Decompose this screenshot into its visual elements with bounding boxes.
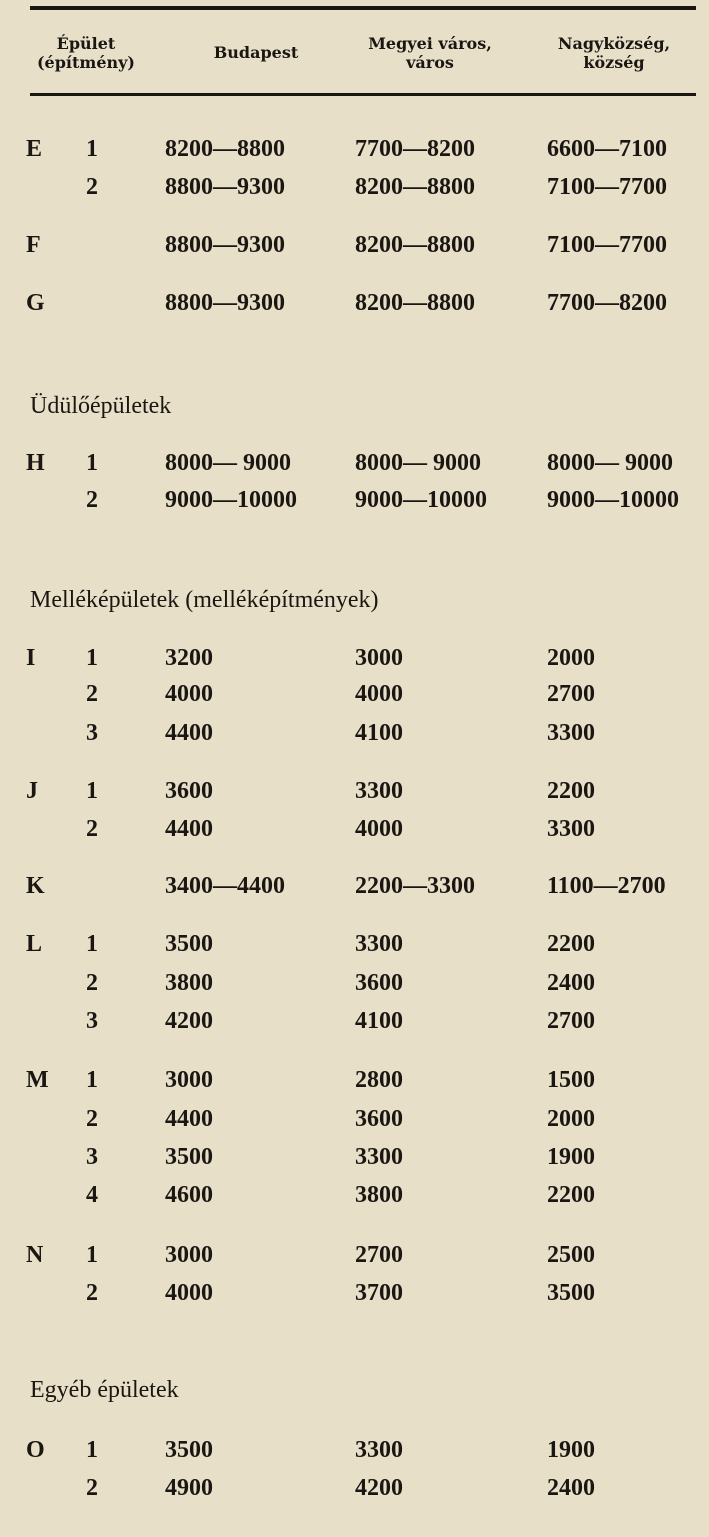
cell-budapest: 8200—8800 <box>165 136 285 162</box>
row-letter: L <box>26 931 43 957</box>
cell-budapest: 3500 <box>165 1144 213 1170</box>
cell-budapest: 8000— 9000 <box>165 450 291 476</box>
cell-village: 2700 <box>547 1008 595 1034</box>
cell-city: 4100 <box>355 720 403 746</box>
cell-city: 9000—10000 <box>355 487 487 513</box>
cell-city: 3300 <box>355 1437 403 1463</box>
row-number: 2 <box>86 970 98 996</box>
cell-city: 3600 <box>355 1106 403 1132</box>
row-letter: G <box>26 290 45 316</box>
cell-village: 1500 <box>547 1067 595 1093</box>
header-bottom-rule <box>30 93 696 96</box>
cell-city: 3300 <box>355 778 403 804</box>
header-budapest-label: Budapest <box>213 43 299 62</box>
row-number: 2 <box>86 174 98 200</box>
row-number: 2 <box>86 1106 98 1132</box>
row-number: 1 <box>86 645 98 671</box>
cell-village: 6600—7100 <box>547 136 667 162</box>
cell-city: 3800 <box>355 1182 403 1208</box>
cell-city: 8200—8800 <box>355 290 475 316</box>
cell-village: 2700 <box>547 681 595 707</box>
header-village <box>532 34 696 72</box>
header-building <box>22 34 150 72</box>
cell-budapest: 4400 <box>165 816 213 842</box>
cell-city: 8200—8800 <box>355 174 475 200</box>
cell-village: 2200 <box>547 778 595 804</box>
cell-budapest: 3000 <box>165 1242 213 1268</box>
row-letter: O <box>26 1437 45 1463</box>
cell-budapest: 4400 <box>165 1106 213 1132</box>
row-number: 3 <box>86 720 98 746</box>
cell-city: 3300 <box>355 931 403 957</box>
cell-budapest: 3600 <box>165 778 213 804</box>
cell-budapest: 3000 <box>165 1067 213 1093</box>
cell-budapest: 3500 <box>165 931 213 957</box>
cell-village: 2000 <box>547 645 595 671</box>
cell-village: 1100—2700 <box>547 873 666 899</box>
cell-village: 7100—7700 <box>547 232 667 258</box>
header-city-label: Megyei város, <box>368 34 492 53</box>
header-building-label: Épület <box>56 34 116 53</box>
cell-city: 2800 <box>355 1067 403 1093</box>
header-city-sub: város <box>406 53 454 72</box>
header-city <box>346 34 514 72</box>
cell-city: 8000— 9000 <box>355 450 481 476</box>
cell-village: 3500 <box>547 1280 595 1306</box>
row-number: 3 <box>86 1008 98 1034</box>
cell-village: 3300 <box>547 816 595 842</box>
cell-budapest: 3400—4400 <box>165 873 285 899</box>
cell-village: 9000—10000 <box>547 487 679 513</box>
cell-budapest: 4600 <box>165 1182 213 1208</box>
cell-village: 2400 <box>547 970 595 996</box>
header-budapest <box>186 43 326 62</box>
cell-budapest: 3200 <box>165 645 213 671</box>
cell-city: 2700 <box>355 1242 403 1268</box>
cell-village: 1900 <box>547 1144 595 1170</box>
row-number: 2 <box>86 816 98 842</box>
row-number: 2 <box>86 681 98 707</box>
row-letter: F <box>26 232 41 258</box>
header-village-label: Nagyközség, <box>557 34 671 53</box>
cell-city: 3700 <box>355 1280 403 1306</box>
section-title: Egyéb épületek <box>30 1377 179 1403</box>
cell-village: 2500 <box>547 1242 595 1268</box>
row-letter: M <box>26 1067 49 1093</box>
section-title: Üdülőépületek <box>30 393 172 419</box>
header-building-sub: (építmény) <box>36 53 135 72</box>
cell-city: 4000 <box>355 681 403 707</box>
cell-budapest: 3800 <box>165 970 213 996</box>
cell-city: 3600 <box>355 970 403 996</box>
cell-budapest: 8800—9300 <box>165 232 285 258</box>
cell-budapest: 4000 <box>165 681 213 707</box>
row-number: 2 <box>86 1475 98 1501</box>
header-village-sub: község <box>583 53 645 72</box>
cell-city: 7700—8200 <box>355 136 475 162</box>
cell-village: 2000 <box>547 1106 595 1132</box>
cell-village: 8000— 9000 <box>547 450 673 476</box>
cell-village: 2200 <box>547 1182 595 1208</box>
cell-village: 2400 <box>547 1475 595 1501</box>
cell-budapest: 4900 <box>165 1475 213 1501</box>
row-letter: J <box>26 778 38 804</box>
row-number: 1 <box>86 450 98 476</box>
cell-budapest: 8800—9300 <box>165 290 285 316</box>
table-top-rule <box>30 6 696 10</box>
row-letter: H <box>26 450 45 476</box>
cell-city: 3000 <box>355 645 403 671</box>
row-letter: N <box>26 1242 44 1268</box>
cell-village: 7700—8200 <box>547 290 667 316</box>
row-number: 3 <box>86 1144 98 1170</box>
row-number: 1 <box>86 1437 98 1463</box>
cell-village: 2200 <box>547 931 595 957</box>
cell-budapest: 4200 <box>165 1008 213 1034</box>
section-title: Melléképületek (melléképítmények) <box>30 587 379 613</box>
row-number: 1 <box>86 1242 98 1268</box>
row-letter: E <box>26 136 43 162</box>
cell-budapest: 9000—10000 <box>165 487 297 513</box>
row-number: 2 <box>86 1280 98 1306</box>
cell-budapest: 4000 <box>165 1280 213 1306</box>
cell-village: 7100—7700 <box>547 174 667 200</box>
row-number: 4 <box>86 1182 98 1208</box>
cell-village: 1900 <box>547 1437 595 1463</box>
cell-budapest: 4400 <box>165 720 213 746</box>
cell-budapest: 3500 <box>165 1437 213 1463</box>
cell-city: 4200 <box>355 1475 403 1501</box>
cell-city: 4000 <box>355 816 403 842</box>
row-number: 1 <box>86 1067 98 1093</box>
row-number: 1 <box>86 136 98 162</box>
cell-city: 8200—8800 <box>355 232 475 258</box>
row-letter: K <box>26 873 45 899</box>
cell-city: 4100 <box>355 1008 403 1034</box>
cell-budapest: 8800—9300 <box>165 174 285 200</box>
row-number: 1 <box>86 931 98 957</box>
row-number: 2 <box>86 487 98 513</box>
row-number: 1 <box>86 778 98 804</box>
cell-city: 3300 <box>355 1144 403 1170</box>
cell-village: 3300 <box>547 720 595 746</box>
row-letter: I <box>26 645 36 671</box>
cell-city: 2200—3300 <box>355 873 475 899</box>
